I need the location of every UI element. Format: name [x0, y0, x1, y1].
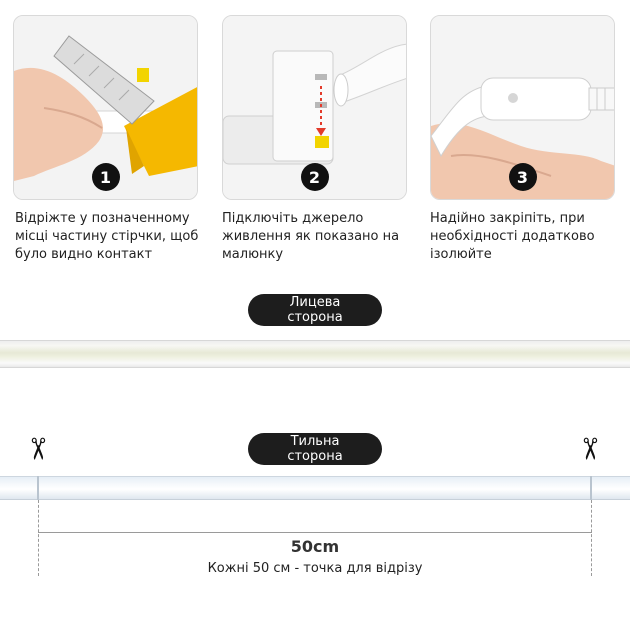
step-3-number: 3	[509, 163, 537, 191]
measure-line	[38, 532, 592, 533]
scissors-icon: ✂	[571, 436, 607, 462]
measure-caption: Кожні 50 см - точка для відрізу	[207, 561, 423, 576]
step-1-text: Відріжте у позначенному місці частину стірчки, щоб було видно контакт	[15, 211, 199, 262]
cut-point-right	[590, 476, 592, 500]
step-1-number: 1	[92, 163, 120, 191]
step-2-number: 2	[301, 163, 329, 191]
front-side-label	[248, 294, 382, 326]
front-side-label-line2: сторона	[287, 310, 343, 325]
measure-value: 50cm	[290, 537, 340, 556]
step-3-text: Надійно закріпіть, при необхідності додатково ізолюйте	[430, 211, 595, 262]
step-2-text: Підключіть джерело живлення як показано на малюнку	[222, 211, 400, 262]
step-2-image	[222, 15, 407, 200]
back-side-label	[248, 433, 382, 465]
step-1-image	[13, 15, 198, 200]
cut-point-left	[37, 476, 39, 500]
back-side-label-line2: сторона	[287, 449, 343, 464]
step-3-image	[430, 15, 615, 200]
connector-cap	[481, 78, 591, 120]
front-side-label-line1: Лицева	[289, 295, 341, 310]
back-side-label-line1: Тильна	[290, 434, 340, 449]
strip-back-side	[0, 476, 630, 500]
strip-front-side	[0, 340, 630, 368]
scissors-icon: ✂	[19, 436, 55, 462]
